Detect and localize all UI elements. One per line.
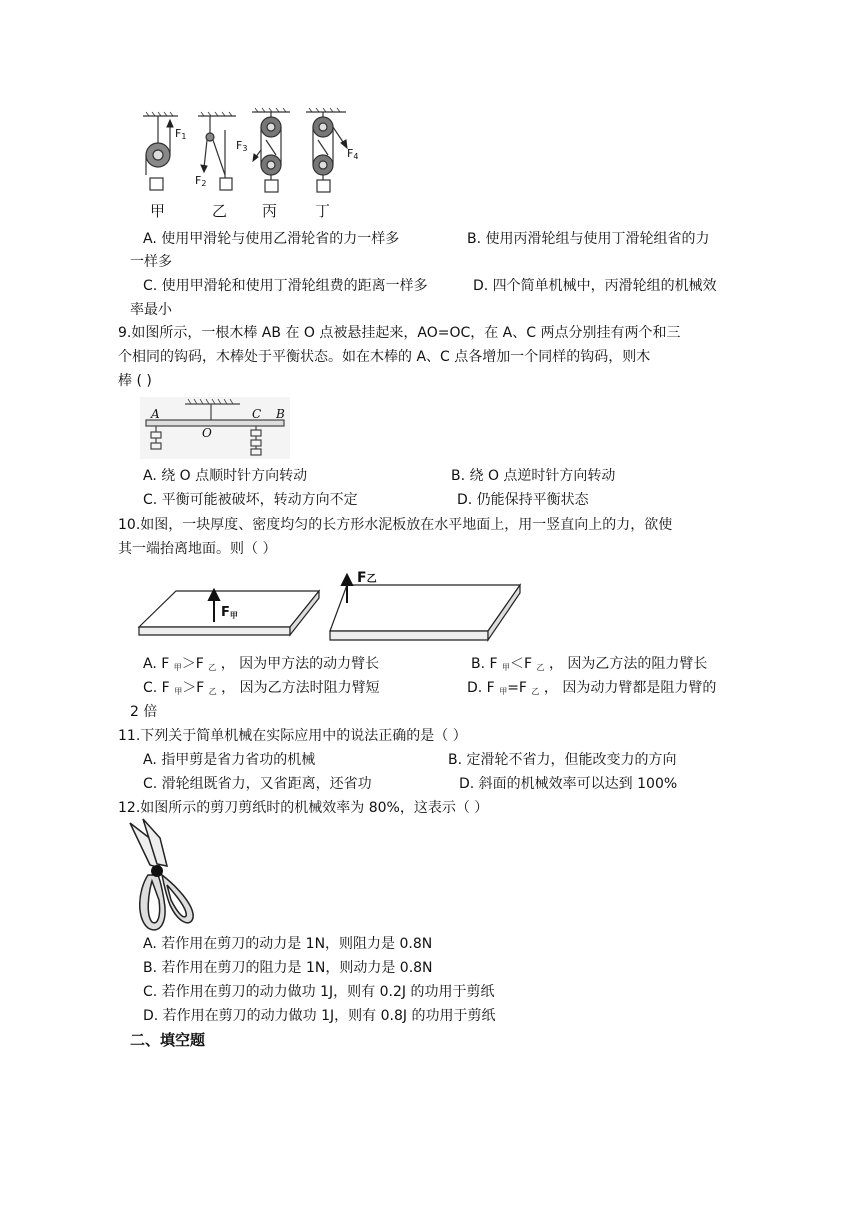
q12-option-b: B. 若作用在剪刀的阻力是 1N，则动力是 0.8N bbox=[143, 960, 433, 976]
q12-option-a: A. 若作用在剪刀的动力是 1N，则阻力是 0.8N bbox=[143, 936, 433, 952]
q9-option-b: B. 绕 O 点逆时针方向转动 bbox=[451, 468, 616, 484]
lever-label-b: B bbox=[276, 407, 285, 421]
q12-option-d: D. 若作用在剪刀的动力做功 1J，则有 0.8J 的功用于剪纸 bbox=[143, 1008, 496, 1024]
q8-option-c: C. 使用甲滑轮和使用丁滑轮组费的距离一样多 bbox=[143, 278, 428, 294]
q9-option-d: D. 仍能保持平衡状态 bbox=[457, 492, 589, 508]
lever-label-c: C bbox=[252, 407, 262, 421]
q11-option-d: D. 斜面的机械效率可以达到 100% bbox=[459, 776, 678, 792]
q12-option-c: C. 若作用在剪刀的动力做功 1J，则有 0.2J 的功用于剪纸 bbox=[143, 984, 495, 1000]
pulley-f3-label: $F_3$ bbox=[236, 139, 248, 153]
q8-option-b-cont: 一样多 bbox=[130, 254, 172, 270]
q10-stem-cont: 其一端抬离地面。则（ ） bbox=[118, 541, 277, 557]
q11-stem: 11.下列关于简单机械在实际应用中的说法正确的是（ ） bbox=[118, 728, 467, 744]
pulley-f4-label: $F_4$ bbox=[347, 147, 359, 161]
q8-option-d: D. 四个简单机械中，丙滑轮组的机械效 bbox=[473, 278, 717, 294]
q9-stem-cont2: 棒 ( ) bbox=[118, 373, 152, 389]
slab-f-yi-label: F乙 bbox=[357, 570, 377, 586]
q10-option-a: A. F $_甲$＞F $_乙$ ， 因为甲方法的动力臂长 bbox=[143, 656, 380, 672]
section-heading: 二、填空题 bbox=[130, 1031, 206, 1049]
slab-f-jia-label: $F_甲$ bbox=[221, 605, 238, 620]
q11-option-b: B. 定滑轮不省力，但能改变力的方向 bbox=[448, 752, 677, 768]
q10-option-b: B. F $_甲$＜F $_乙$ ， 因为乙方法的阻力臂长 bbox=[471, 656, 708, 672]
q8-option-b: B. 使用丙滑轮组与使用丁滑轮组省的力 bbox=[467, 231, 710, 247]
pulley-label-yi: 乙 bbox=[212, 202, 228, 220]
q11-option-a: A. 指甲剪是省力省功的机械 bbox=[143, 752, 316, 768]
lever-label-o: O bbox=[202, 426, 212, 440]
pulley-f2-label: $F_2$ bbox=[195, 174, 207, 188]
q9-stem-cont: 个相同的钩码，木棒处于平衡状态。如在木棒的 A、C 点各增加一个同样的钩码，则木 bbox=[118, 349, 651, 365]
q11-option-c: C. 滑轮组既省力，又省距离，还省功 bbox=[143, 776, 372, 792]
q10-option-c: C. F $_甲$＞F $_乙$ ， 因为乙方法时阻力臂短 bbox=[143, 680, 380, 696]
q12-stem: 12.如图所示的剪刀剪纸时的机械效率为 80%，这表示（ ） bbox=[118, 800, 489, 816]
q10-option-d-cont: 2 倍 bbox=[130, 704, 158, 720]
pulley-label-bing: 丙 bbox=[262, 202, 278, 220]
q10-option-d: D. F $_甲$=F $_乙$ ， 因为动力臂都是阻力臂的 bbox=[467, 680, 717, 696]
pulley-label-ding: 丁 bbox=[315, 202, 331, 220]
q10-stem: 10.如图，一块厚度、密度均匀的长方形水泥板放在水平地面上，用一竖直向上的力，欲使 bbox=[118, 517, 673, 533]
q9-option-a: A. 绕 O 点顺时针方向转动 bbox=[143, 468, 308, 484]
q9-option-c: C. 平衡可能被破坏，转动方向不定 bbox=[143, 492, 358, 508]
lever-label-a: A bbox=[151, 407, 160, 421]
pulley-f1-label: $F_1$ bbox=[175, 127, 187, 141]
q9-stem: 9.如图所示，一根木棒 AB 在 O 点被悬挂起来，AO=OC，在 A、C 两点分别挂有两个和三 bbox=[118, 325, 681, 341]
q8-option-d-cont: 率最小 bbox=[130, 302, 172, 318]
pulley-label-jia: 甲 bbox=[150, 202, 166, 220]
q8-option-a: A. 使用甲滑轮与使用乙滑轮省的力一样多 bbox=[143, 231, 400, 247]
